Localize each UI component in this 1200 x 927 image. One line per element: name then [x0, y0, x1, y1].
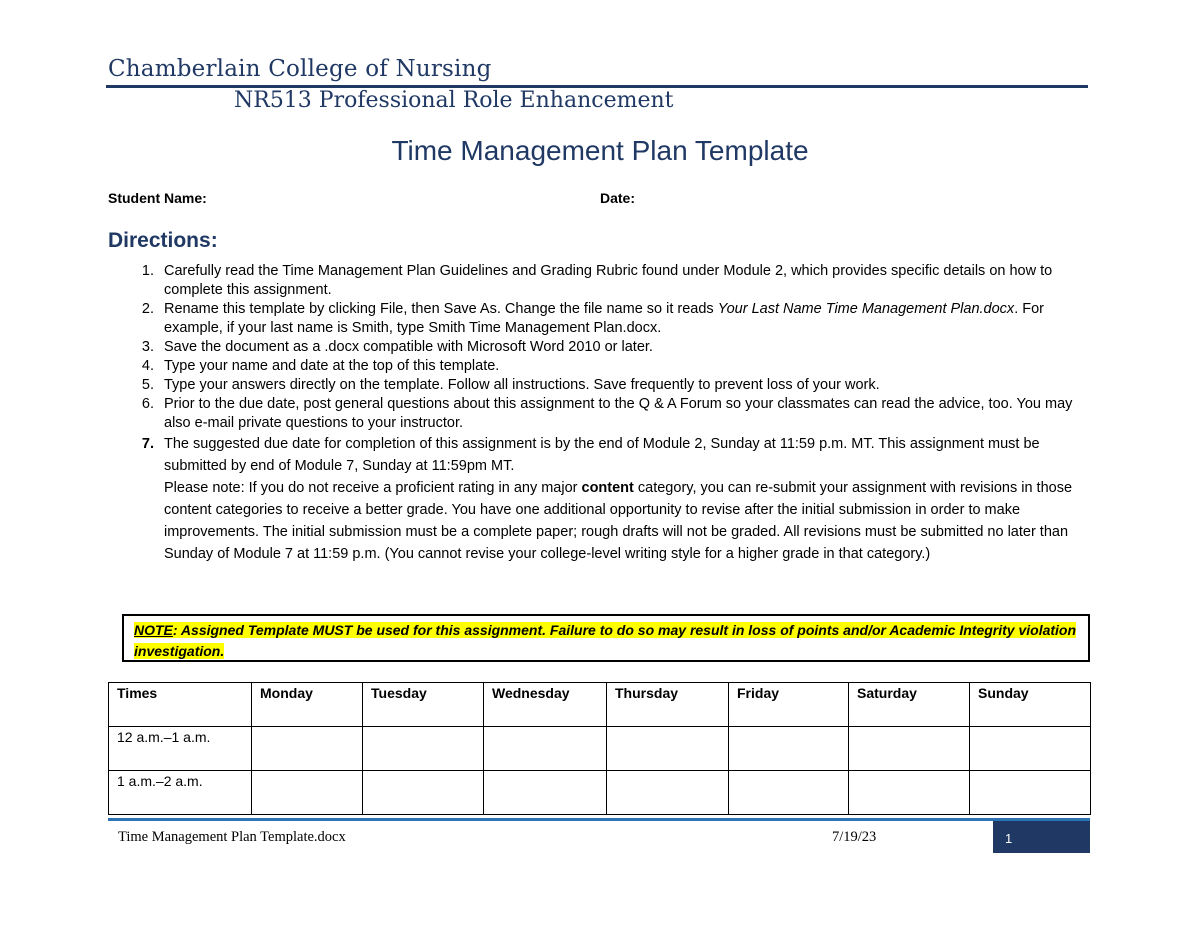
- footer-document-name: Time Management Plan Template.docx: [118, 829, 346, 845]
- please-note-text: category, you can re-submit your assignment with revisions in those content categories to receive a better grade. You have one additional opportunity to revise after the initial submission in order to make improvements. The initial submission must be a complete paper; rough drafts will not be graded. All revisions must be submitted no later than Sunday of Module 7 at 11:59 p.m. (You cannot revise your college-level writing style for a higher grade in that category.): [164, 480, 1073, 562]
- direction-text: Carefully read the Time Management Plan Guidelines and Grading Rubric found under Module 2, which provides specific details on how to complete this assignment.: [164, 263, 1053, 298]
- note-text: : Assigned Template MUST be used for this assignment. Failure to do so may result in loss of points and/or Academic Integrity violation investigation.: [134, 622, 1077, 659]
- direction-text: . For example, if your last name is Smith, type Smith Time Management Plan.docx.: [164, 301, 1044, 336]
- time-cell: 1 a.m.–2 a.m.: [109, 771, 252, 815]
- header-cell: Sunday: [970, 683, 1091, 727]
- schedule-cell[interactable]: [849, 771, 970, 815]
- header-cell: Monday: [252, 683, 363, 727]
- footer-rule: [108, 818, 1090, 821]
- page-number: 1: [993, 821, 1090, 853]
- direction-text: Rename this template by clicking File, then Save As. Change the file name so it reads: [164, 301, 718, 317]
- direction-text-italic: Your Last Name Time Management Plan.docx: [717, 301, 1015, 317]
- header-cell: Times: [109, 683, 252, 727]
- schedule-cell[interactable]: [970, 771, 1091, 815]
- directions-list: [134, 262, 1094, 565]
- header-cell: Thursday: [607, 683, 729, 727]
- schedule-cell[interactable]: [607, 771, 729, 815]
- schedule-cell[interactable]: [729, 771, 849, 815]
- direction-text: Prior to the due date, post general questions about this assignment to the Q & A Forum so your classmates can read the advice, too. You may also e-mail private questions to your instructor.: [164, 396, 1073, 431]
- footer-date: 7/19/23: [832, 829, 877, 845]
- header-cell: Friday: [729, 683, 849, 727]
- list-item: 7. The suggested due date for completion of this assignment is by the end of Module 2, Sunday at 11:59 p.m. MT. This assignment must be submitted by end of Module 7, Sunday at 11:59pm MT. Please note: If you do not receive a proficient rating in any major content category, you can re-submit your assignment with revisions in those content categories to receive a better grade. You have one additional opportunity to revise after the initial submission in order to make improvements. The initial submission must be a complete paper; rough drafts will not be graded. All revisions must be submitted no later than Sunday of Module 7 at 11:59 p.m. (You cannot revise your college-level writing style for a higher grade in that category.): [141, 436, 1073, 562]
- schedule-cell[interactable]: [607, 727, 729, 771]
- list-item: 6. Prior to the due date, post general questions about this assignment to the Q & A Forum so your classmates can read the advice, too. You may also e-mail private questions to your instructor.: [141, 396, 1073, 431]
- table-row: [109, 771, 1091, 815]
- list-item: 5. Type your answers directly on the template. Follow all instructions. Save frequently to prevent loss of your work.: [141, 377, 880, 393]
- note-label: NOTE: [134, 622, 173, 638]
- college-name: Chamberlain College of Nursing: [108, 56, 492, 82]
- schedule-table: [108, 682, 1091, 815]
- directions-heading: Directions:: [108, 229, 218, 252]
- schedule-cell[interactable]: [729, 727, 849, 771]
- list-item: 1. Carefully read the Time Management Plan Guidelines and Grading Rubric found under Module 2, which provides specific details on how to complete this assignment.: [141, 263, 1053, 298]
- list-item: 3. Save the document as a .docx compatible with Microsoft Word 2010 or later.: [141, 339, 653, 355]
- direction-text: Type your name and date at the top of this template.: [164, 358, 500, 374]
- time-cell: 12 a.m.–1 a.m.: [109, 727, 252, 771]
- course-name: NR513 Professional Role Enhancement: [234, 88, 674, 113]
- schedule-cell[interactable]: [484, 771, 607, 815]
- header-cell: Wednesday: [484, 683, 607, 727]
- schedule-cell[interactable]: [849, 727, 970, 771]
- list-item: 2. Rename this template by clicking File, then Save As. Change the file name so it reads Your Last Name Time Management Plan.docx. For example, if your last name is Smith, type Smith Time Management Plan.docx.: [141, 301, 1044, 336]
- schedule-cell[interactable]: [252, 727, 363, 771]
- schedule-cell[interactable]: [484, 727, 607, 771]
- schedule-cell[interactable]: [363, 727, 484, 771]
- schedule-cell[interactable]: [363, 771, 484, 815]
- direction-text: Type your answers directly on the template. Follow all instructions. Save frequently to prevent loss of your work.: [164, 377, 880, 393]
- header-cell: Tuesday: [363, 683, 484, 727]
- note-box: [122, 614, 1090, 662]
- document-title: Time Management Plan Template: [391, 135, 809, 166]
- table-header-row: [109, 683, 1091, 727]
- please-note-text: Please note: If you do not receive a proficient rating in any major: [164, 480, 582, 496]
- student-name-label: Student Name:: [108, 190, 207, 206]
- date-label: Date:: [600, 190, 636, 206]
- schedule-cell[interactable]: [252, 771, 363, 815]
- list-item: 4. Type your name and date at the top of this template.: [141, 358, 500, 374]
- direction-text: The suggested due date for completion of this assignment is by the end of Module 2, Sunday at 11:59 p.m. MT. This assignment must be submitted by end of Module 7, Sunday at 11:59pm MT.: [164, 436, 1040, 474]
- direction-text: Save the document as a .docx compatible with Microsoft Word 2010 or later.: [164, 339, 653, 355]
- please-note-bold: content: [581, 480, 634, 496]
- header-cell: Saturday: [849, 683, 970, 727]
- table-row: [109, 727, 1091, 771]
- schedule-cell[interactable]: [970, 727, 1091, 771]
